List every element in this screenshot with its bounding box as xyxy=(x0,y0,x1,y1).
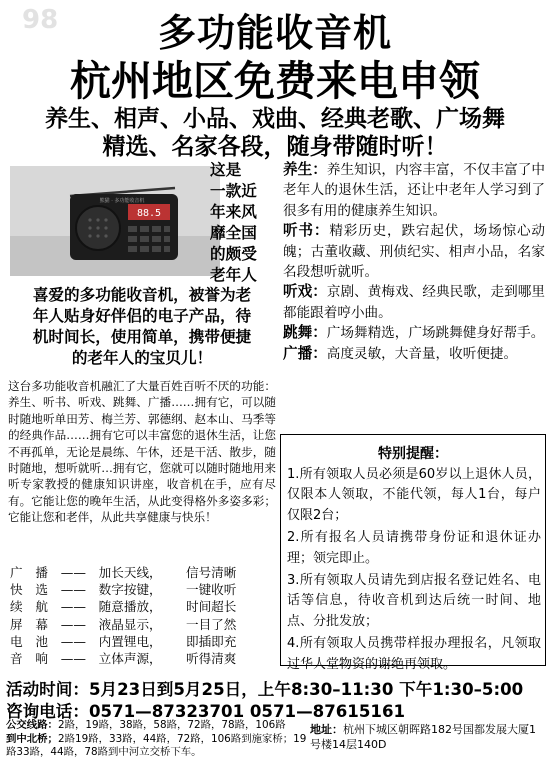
intro-full-line: 喜爱的多功能收音机，被誉为老 xyxy=(32,286,252,304)
intro-full-text xyxy=(6,285,278,369)
consult-phone: 咨询电话：0571—87323701 0571—87615161 xyxy=(6,702,406,721)
subtitle-line-1: 养生、相声、小品、戏曲、经典老歌、广场舞 xyxy=(45,106,505,132)
feature-row: 续航 —— 随意播放， 时间超长 xyxy=(10,599,237,615)
address-block: 地址：杭州下城区朝晖路182号国都发展大厦1号楼14层140D xyxy=(310,723,536,751)
subtitle-line-2: 精选、名家各段，随身带随时听！ xyxy=(102,134,448,160)
feature-row: 广播 —— 加长天线， 信号清晰 xyxy=(10,565,237,580)
intro-full-line: 年人贴身好伴侣的电子产品，待 xyxy=(32,307,252,325)
feature-row: 音响 —— 立体声源， 听得清爽 xyxy=(10,651,237,667)
notice-item: 4.所有领取人员携带样报办理报名，凡领取过华人堂物资的谢绝再领取。 xyxy=(287,636,541,672)
radio-product-photo xyxy=(10,166,220,276)
section-storytelling: 听书：精彩历史，跌宕起伏，场场惊心动魄；古董收藏、刑侦纪实、相声小品，名家名段想听就听。 xyxy=(283,222,545,281)
notice-title: 特别提醒： xyxy=(378,446,448,462)
section-opera: 听戏：京剧、黄梅戏、经典民歌，走到哪里都能跟着哼小曲。 xyxy=(283,283,545,321)
feature-row: 快选 —— 数字按键， 一键收听 xyxy=(10,582,237,598)
intro-full-line: 的老年人的宝贝儿！ xyxy=(71,349,213,367)
intro-side-line: 的颇受 xyxy=(210,245,257,263)
section-dance: 跳舞：广场舞精选，广场跳舞健身好帮手。 xyxy=(283,324,545,342)
product-description: 这台多功能收音机融汇了大量百姓百听不厌的功能：养生、听书、听戏、跳舞、广播……拥有它，可以随时随地听单田芳、梅兰芳、郭德纲、赵本山、马季等的经典作品……拥有它可以丰富您的退休生活，让您不再孤单，无论是晨练、午休，还是干活、散步，随时随地，想听就听…拥有它，您就可以随时随地用来听专家教授的健康知识讲座，收音机在手，应有尽有。它能让您的晚年生活，从此变得格外多姿多彩；它能让您和老伴，从此共享健康与快乐！ xyxy=(8,379,276,525)
intro-side-text xyxy=(210,160,274,286)
intro-side-line: 一款近 xyxy=(210,182,257,200)
intro-side-line: 老年人 xyxy=(210,266,257,284)
notice-item: 2.所有报名人员请携带身份证和退休证办理；领完即止。 xyxy=(287,530,541,566)
feature-row: 电池 —— 内置锂电， 即插即充 xyxy=(10,633,237,649)
headline-offer: 杭州地区免费来电申领 xyxy=(70,57,480,105)
radio-brand-label: 熊猫 · 多功能收音机 xyxy=(99,198,145,204)
intro-full-line: 机时间长，使用简单，携带便捷 xyxy=(32,328,252,346)
category-sections xyxy=(283,160,545,364)
intro-side-line: 年来风 xyxy=(210,203,257,221)
notice-item: 3.所有领取人员请先到店报名登记姓名、电话等信息，待收音机到达后统一时间、地点、分批发放； xyxy=(287,573,541,629)
display-readout: 88.5 xyxy=(136,208,162,219)
section-broadcast: 广播：高度灵敏，大音量，收听便捷。 xyxy=(283,344,518,362)
notice-item: 1.所有领取人员必须是60岁以上退休人员，仅限本人领取，不能代领，每人1台，每户仅限2台； xyxy=(287,467,541,523)
bus-routes: 公交线路：2路，19路，38路，58路，72路，78路，106路 到中北桥；2路19路，33路，44路，72路，106路到施家桥；19路33路，44路，78路到中河立交桥下车。 xyxy=(6,719,307,759)
section-health: 养生：养生知识，内容丰富，不仅丰富了中老年人的退休生活，还让中老年人学习到了很多有用的健康养生知识。 xyxy=(283,161,545,219)
headline-title: 多功能收音机 xyxy=(157,11,392,55)
intro-side-line: 这是 xyxy=(210,161,242,179)
svg-text:98: 98 xyxy=(22,5,59,35)
feature-row: 屏幕 —— 液晶显示， 一目了然 xyxy=(10,616,237,632)
event-time: 活动时间：5月23日到5月25日，上午8:30–11:30 下午1:30–5:00 xyxy=(6,680,524,699)
feature-list xyxy=(10,564,276,667)
special-notice-box xyxy=(280,434,546,672)
intro-side-line: 靡全国 xyxy=(210,224,257,242)
